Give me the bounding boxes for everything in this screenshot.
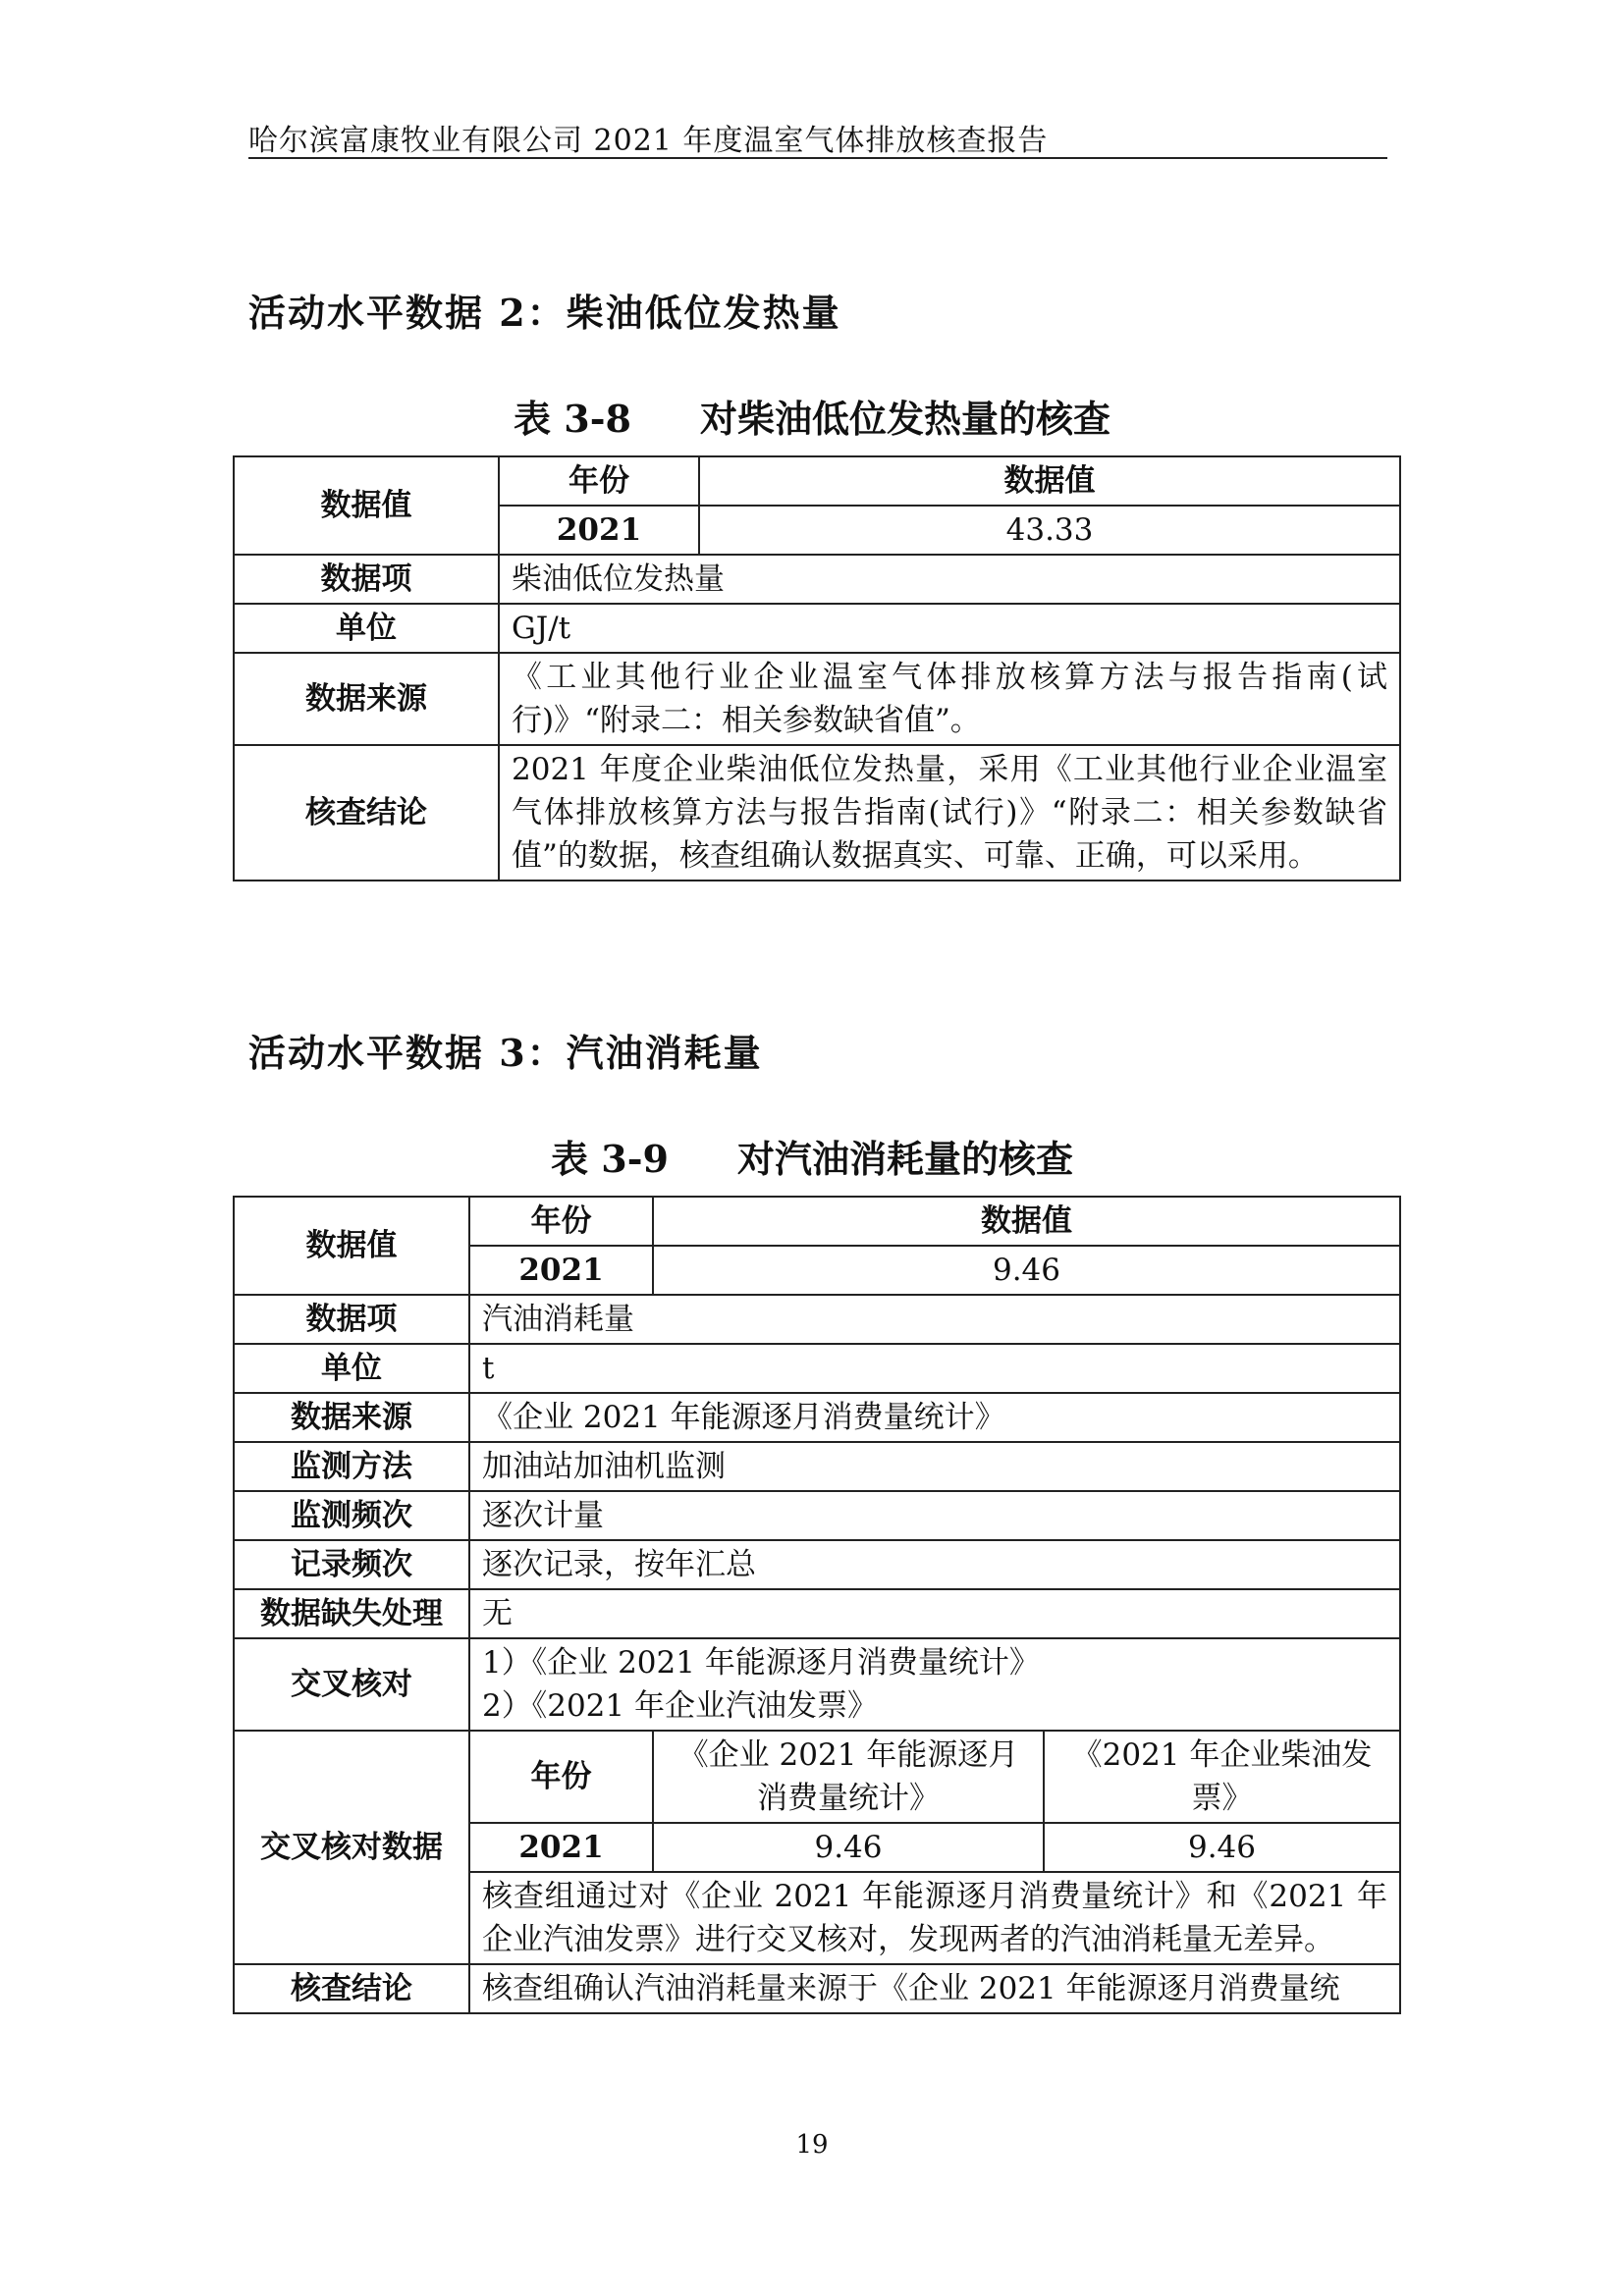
table-row <box>234 1964 1400 2013</box>
cross-check-value <box>469 1638 1400 1731</box>
unit-value: t <box>469 1344 1400 1393</box>
source-label: 数据来源 <box>234 1393 469 1442</box>
value-header: 数据值 <box>699 456 1400 506</box>
cross-check-data-label: 交叉核对数据 <box>234 1731 469 1964</box>
cross-year-header: 年份 <box>469 1731 653 1823</box>
item-value: 柴油低位发热量 <box>499 555 1400 604</box>
source-value: 《企业 2021 年能源逐月消费量统计》 <box>469 1393 1400 1442</box>
data-value-label: 数据值 <box>234 1197 469 1295</box>
cross-col2-header: 《2021 年企业柴油发票》 <box>1044 1731 1400 1823</box>
caption-text: 对柴油低位发热量的核查 <box>699 397 1110 441</box>
caption-number: 表 3-9 <box>551 1137 669 1181</box>
caption-text: 对汽油消耗量的核查 <box>736 1137 1073 1181</box>
value-cell: 43.33 <box>699 506 1400 555</box>
table-caption-3-8 <box>0 389 1624 443</box>
table-row <box>234 1393 1400 1442</box>
conclusion-value: 2021 年度企业柴油低位发热量，采用《工业其他行业企业温室气体排放核算方法与报告指南(试行)》“附录二：相关参数缺省值”的数据，核查组确认数据真实、可靠、正确，可以采用。 <box>499 745 1400 881</box>
table-row <box>234 456 1400 506</box>
record-value: 逐次记录，按年汇总 <box>469 1540 1400 1589</box>
table-row <box>234 555 1400 604</box>
table-row <box>234 1295 1400 1344</box>
cross-check-note: 核查组通过对《企业 2021 年能源逐月消费量统计》和《2021 年企业汽油发票》进行交叉核对，发现两者的汽油消耗量无差异。 <box>469 1872 1400 1964</box>
cross-check-item-2: 2）《2021 年企业汽油发票》 <box>482 1688 878 1724</box>
section-heading-diesel-ncv: 活动水平数据 2：柴油低位发热量 <box>248 291 841 335</box>
frequency-value: 逐次计量 <box>469 1491 1400 1540</box>
year-cell: 2021 <box>469 1246 653 1295</box>
table-row <box>234 1491 1400 1540</box>
table-row <box>234 1442 1400 1491</box>
value-header: 数据值 <box>653 1197 1400 1246</box>
item-value: 汽油消耗量 <box>469 1295 1400 1344</box>
record-label: 记录频次 <box>234 1540 469 1589</box>
table-row <box>234 1197 1400 1246</box>
section-heading-gasoline: 活动水平数据 3：汽油消耗量 <box>248 1031 763 1075</box>
missing-data-label: 数据缺失处理 <box>234 1589 469 1638</box>
table-row <box>234 1344 1400 1393</box>
table-row <box>234 1731 1400 1823</box>
unit-label: 单位 <box>234 604 499 653</box>
missing-data-value: 无 <box>469 1589 1400 1638</box>
cross-year-cell: 2021 <box>469 1823 653 1872</box>
cross-check-label: 交叉核对 <box>234 1638 469 1731</box>
year-header: 年份 <box>469 1197 653 1246</box>
unit-label: 单位 <box>234 1344 469 1393</box>
table-3-9 <box>233 1196 1401 2014</box>
data-value-label: 数据值 <box>234 456 499 555</box>
cross-col1-header: 《企业 2021 年能源逐月消费量统计》 <box>653 1731 1044 1823</box>
header-rule <box>248 157 1387 159</box>
table-row <box>234 604 1400 653</box>
cross-val1-cell: 9.46 <box>653 1823 1044 1872</box>
table-3-8 <box>233 455 1401 881</box>
source-value: 《工业其他行业企业温室气体排放核算方法与报告指南(试行)》“附录二：相关参数缺省值”。 <box>499 653 1400 745</box>
year-cell: 2021 <box>499 506 699 555</box>
cross-val2-cell: 9.46 <box>1044 1823 1400 1872</box>
unit-value: GJ/t <box>499 604 1400 653</box>
table-caption-3-9 <box>0 1129 1624 1183</box>
value-cell: 9.46 <box>653 1246 1400 1295</box>
table-row <box>234 1589 1400 1638</box>
source-label: 数据来源 <box>234 653 499 745</box>
year-header: 年份 <box>499 456 699 506</box>
caption-number: 表 3-8 <box>514 397 631 441</box>
method-value: 加油站加油机监测 <box>469 1442 1400 1491</box>
cross-check-item-1: 1）《企业 2021 年能源逐月消费量统计》 <box>482 1645 1040 1681</box>
conclusion-value: 核查组确认汽油消耗量来源于《企业 2021 年能源逐月消费量统 <box>469 1964 1400 2013</box>
table-row <box>234 745 1400 881</box>
conclusion-label: 核查结论 <box>234 745 499 881</box>
item-label: 数据项 <box>234 555 499 604</box>
item-label: 数据项 <box>234 1295 469 1344</box>
method-label: 监测方法 <box>234 1442 469 1491</box>
page-header: 哈尔滨富康牧业有限公司 2021 年度温室气体排放核查报告 <box>248 124 1049 158</box>
table-row <box>234 1638 1400 1731</box>
table-row <box>234 653 1400 745</box>
page-number: 19 <box>795 2130 829 2160</box>
frequency-label: 监测频次 <box>234 1491 469 1540</box>
conclusion-label: 核查结论 <box>234 1964 469 2013</box>
table-row <box>234 1540 1400 1589</box>
